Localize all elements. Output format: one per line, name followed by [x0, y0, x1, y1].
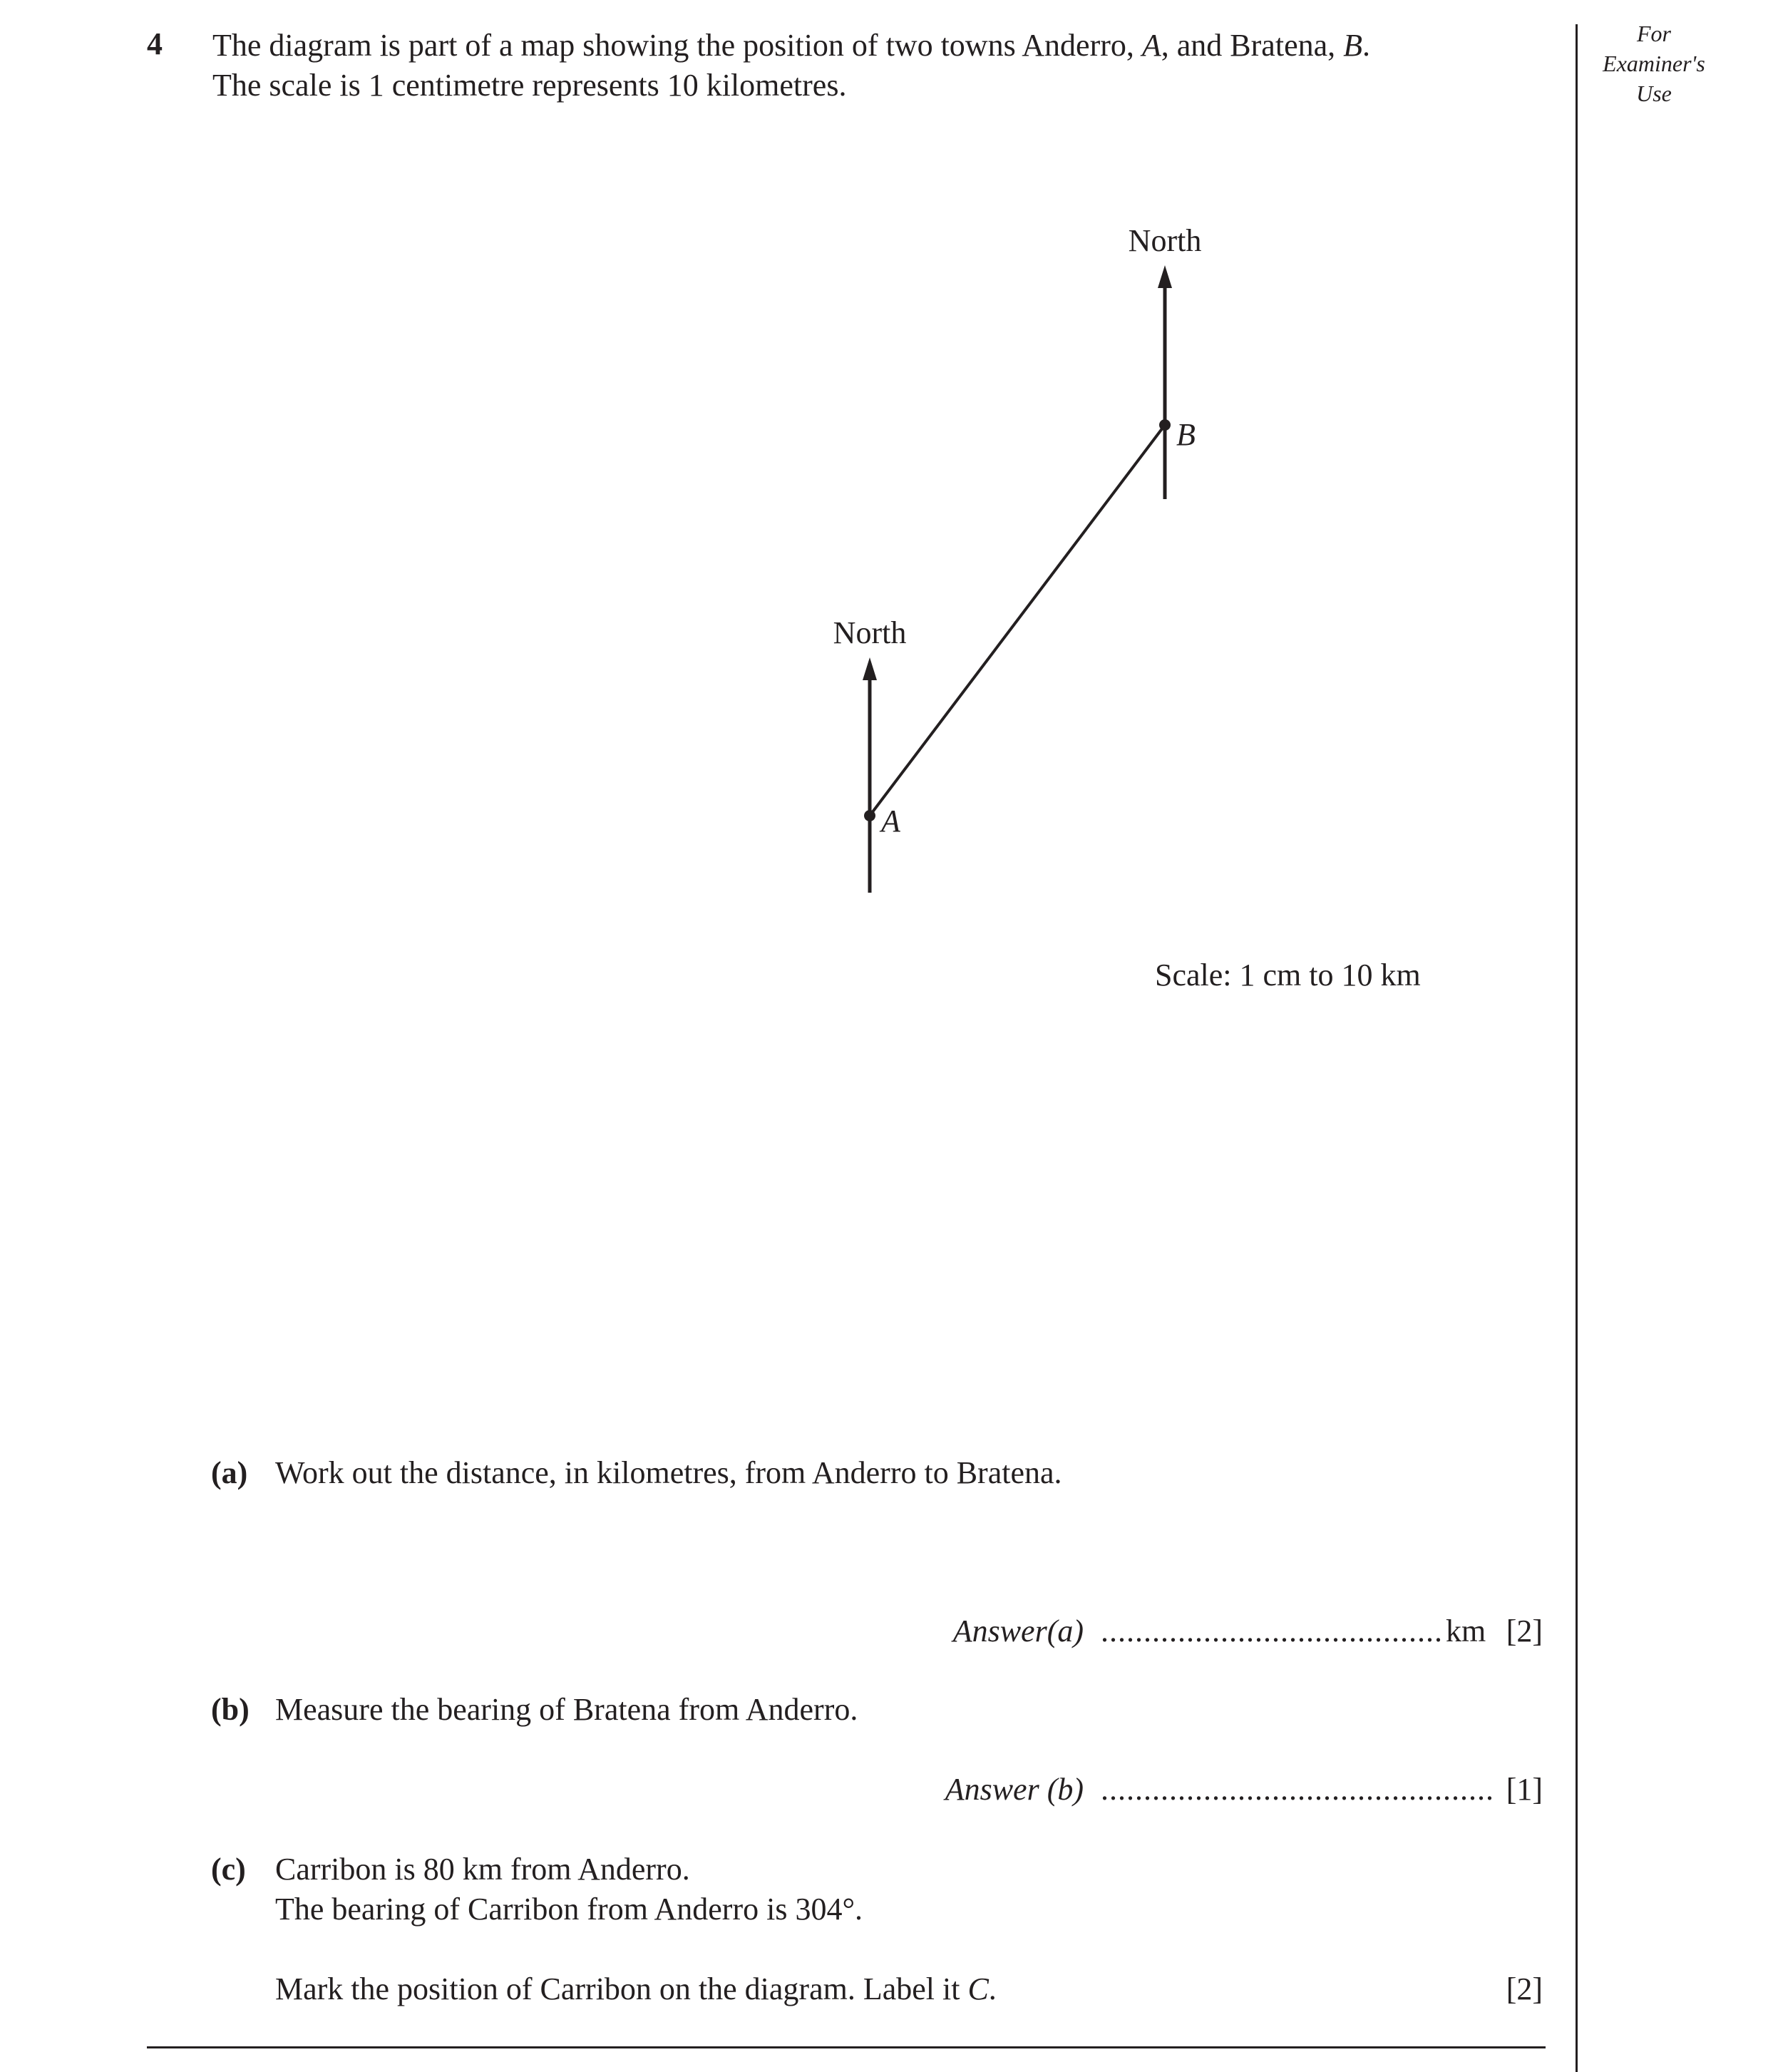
part-a-label: (a) — [211, 1455, 248, 1490]
part-b-text: Measure the bearing of Bratena from Anderro. — [275, 1692, 858, 1727]
bottom-rule — [147, 2046, 1546, 2048]
question-number: 4 — [147, 26, 163, 61]
question-intro-line2: The scale is 1 centimetre represents 10 kilometres. — [212, 68, 847, 103]
scale-text: Scale: 1 cm to 10 km — [1155, 958, 1421, 993]
answer-a-unit: km — [1446, 1614, 1486, 1648]
part-c-line1: Carribon is 80 km from Anderro. — [275, 1852, 690, 1887]
part-b-marks: [1] — [1506, 1772, 1543, 1807]
north-arrow-b-icon — [1158, 265, 1172, 288]
part-c-label: (c) — [211, 1852, 246, 1887]
answer-b-label: Answer (b) — [945, 1772, 1084, 1807]
answer-b-field[interactable]: .............................................. — [1101, 1772, 1494, 1807]
part-c-line2: The bearing of Carribon from Anderro is 304°. — [275, 1892, 863, 1927]
part-a-marks: [2] — [1506, 1614, 1543, 1648]
answer-a-label: Answer(a) — [952, 1614, 1084, 1648]
part-b-label: (b) — [211, 1692, 250, 1727]
north-line-b — [1158, 265, 1172, 499]
line-ab — [870, 425, 1165, 816]
point-a-label: A — [881, 804, 900, 838]
north-label-a: North — [833, 615, 907, 650]
north-line-a — [863, 657, 877, 893]
north-label-b: North — [1128, 223, 1202, 258]
part-a-text: Work out the distance, in kilometres, from Anderro to Bratena. — [275, 1455, 1062, 1490]
part-c-marks: [2] — [1506, 1971, 1543, 2006]
part-c-line3: Mark the position of Carribon on the diagram. Label it C. — [275, 1971, 997, 2006]
point-b — [1159, 419, 1171, 431]
question-intro-line1: The diagram is part of a map showing the position of two towns Anderro, A, and Bratena, B. — [212, 28, 1371, 63]
north-arrow-a-icon — [863, 657, 877, 680]
point-a — [864, 810, 875, 821]
point-b-label: B — [1176, 417, 1196, 452]
examiner-use-label: For Examiner's Use — [1603, 21, 1705, 106]
answer-a-field[interactable]: ........................................ — [1101, 1614, 1443, 1648]
